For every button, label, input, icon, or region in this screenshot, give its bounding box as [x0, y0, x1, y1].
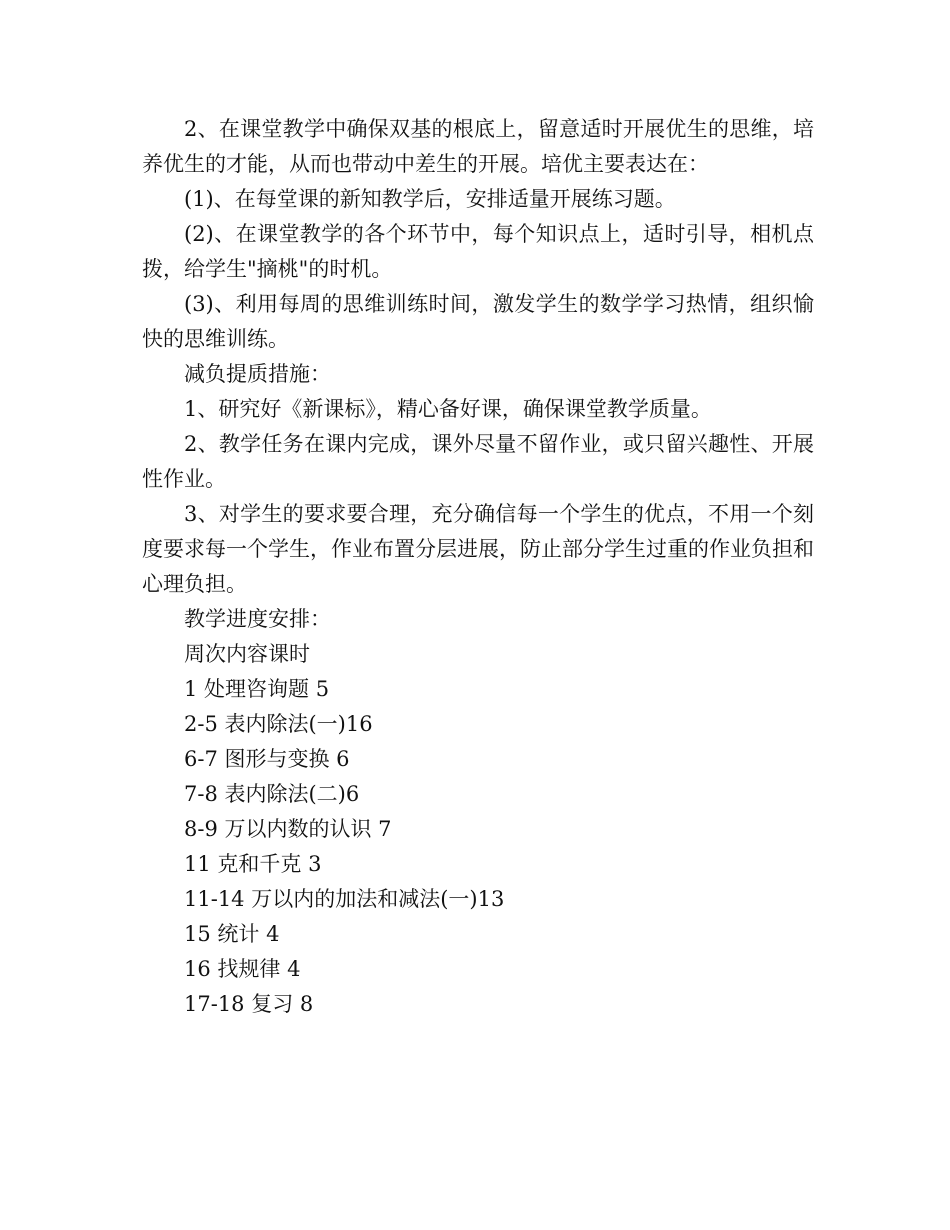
- schedule-row: 11-14 万以内的加法和减法(一)13: [184, 887, 505, 911]
- paragraph-measure-2: (2)、在课堂教学的各个环节中，每个知识点上，适时引导，相机点拨，给学生"摘桃"的时机。: [142, 222, 814, 281]
- document-body: [142, 112, 814, 1022]
- section-heading-schedule: 教学进度安排：: [184, 607, 331, 631]
- paragraph-burden-3: 3、对学生的要求要合理，充分确信每一个学生的优点，不用一个刻度要求每一个学生，作业布置分层进展，防止部分学生过重的作业负担和心理负担。: [142, 502, 814, 596]
- schedule-row: 8-9 万以内数的认识 7: [184, 817, 392, 841]
- paragraph-burden-2: 2、教学任务在课内完成，课外尽量不留作业，或只留兴趣性、开展性作业。: [142, 432, 814, 491]
- schedule-row: 11 克和千克 3: [184, 852, 322, 876]
- schedule-header: 周次内容课时: [184, 642, 310, 666]
- paragraph-extension-intro: 2、在课堂教学中确保双基的根底上，留意适时开展优生的思维，培养优生的才能，从而也带动中差生的开展。培优主要表达在：: [142, 117, 814, 176]
- schedule-row: 17-18 复习 8: [184, 992, 314, 1016]
- schedule-row: 1 处理咨询题 5: [184, 677, 330, 701]
- schedule-row: 15 统计 4: [184, 922, 280, 946]
- paragraph-measure-3: (3)、利用每周的思维训练时间，激发学生的数学学习热情，组织愉快的思维训练。: [142, 292, 814, 351]
- paragraph-burden-1: 1、研究好《新课标》，精心备好课，确保课堂教学质量。: [184, 397, 712, 421]
- section-heading-burden-reduction: 减负提质措施：: [184, 362, 331, 386]
- schedule-row: 16 找规律 4: [184, 957, 301, 981]
- schedule-row: 2-5 表内除法(一)16: [184, 712, 373, 736]
- paragraph-measure-1: (1)、在每堂课的新知教学后，安排适量开展练习题。: [184, 187, 676, 211]
- schedule-row: 6-7 图形与变换 6: [184, 747, 350, 771]
- schedule-row: 7-8 表内除法(二)6: [184, 782, 360, 806]
- schedule-list: [142, 637, 814, 1022]
